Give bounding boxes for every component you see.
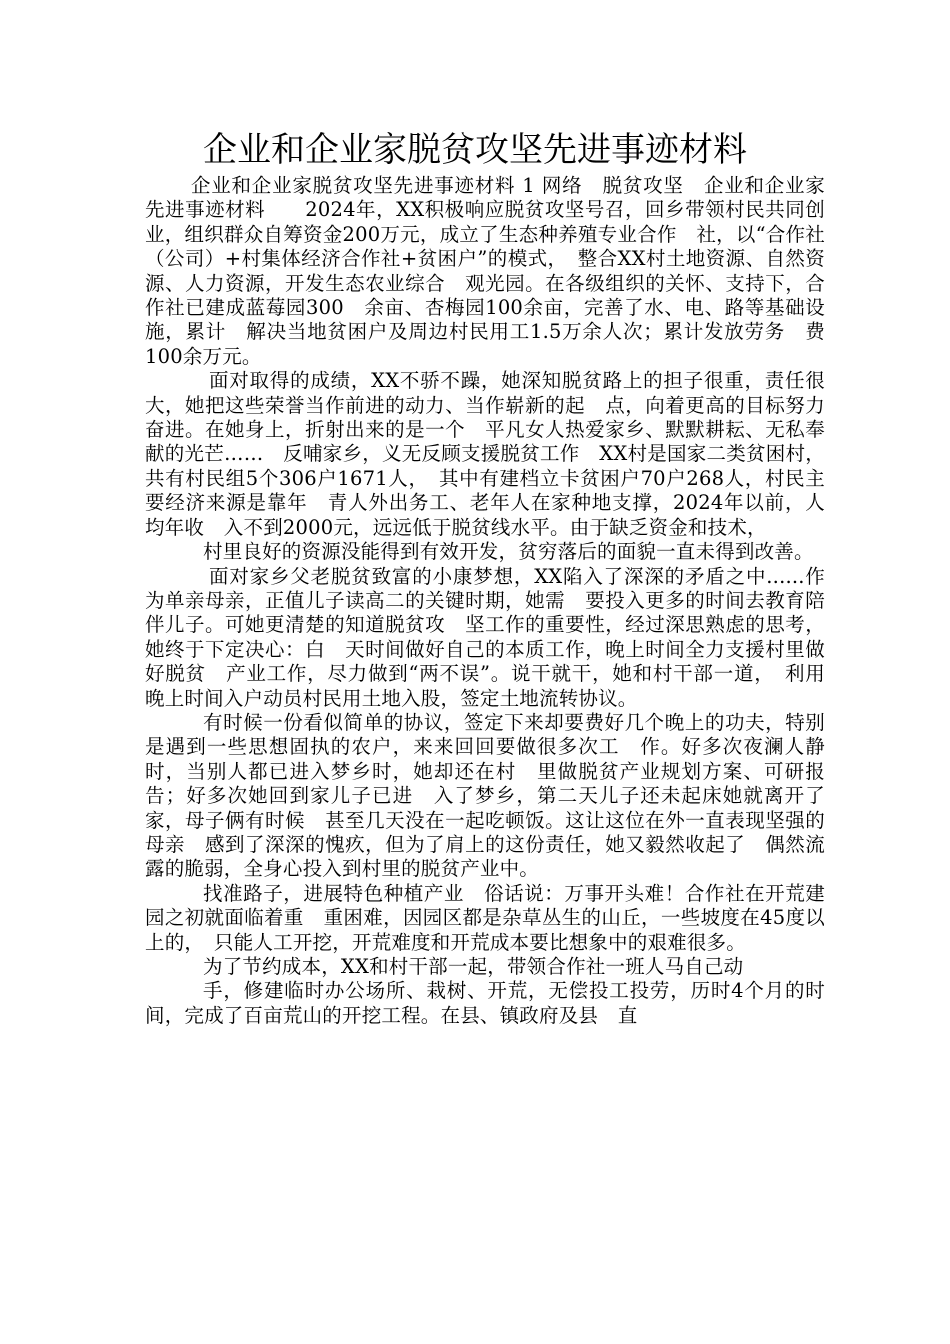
paragraph-construction: 手，修建临时办公场所、栽树、开荒，无偿投工投劳，历时4个月的时间，完成了百亩荒山的开挖工程。在县、镇政府及县 直 — [145, 979, 825, 1027]
paragraph-agreements: 有时候一份看似简单的协议，签定下来却要费好几个晚上的功夫，特别是遇到一些思想固执的农户，来来回回要做很多次工 作。好多次夜澜人静时，当别人都已进入梦乡时，她却还在村 里做脱贫产业规划方案、可研报告；好多次她回到家儿子已进 入了梦乡，第二天儿子还未起床她就离开了家，母子俩有时候 甚至几天没在一起吃顿饭。这让这位在外一直表现坚强的母亲 感到了深深的愧疚，但为了肩上的这份责任，她又毅然收起了 偶然流露的脆弱，全身心投入到村里的脱贫产业中。 — [145, 710, 825, 881]
document-body — [145, 174, 845, 1028]
paragraph-achievements: 面对取得的成绩，XX不骄不躁，她深知脱贫路上的担子很重，责任很大，她把这些荣誉当作前进的动力、当作崭新的起 点，向着更高的目标努力奋进。在她身上，折射出来的是一个 平凡女人热爱家乡、默默耕耘、无私奉献的光芒…… 反哺家乡，义无反顾支援脱贫工作 XX村是国家二类贫困村，共有村民组5个306户1671人， 其中有建档立卡贫困户70户268人，村民主要经济来源是靠年 青人外出务工、老年人在家种地支撑，2024年以前，人均年收 入不到2000元，远远低于脱贫线水平。由于缺乏资金和技术， — [145, 369, 825, 539]
document-title: 企业和企业家脱贫攻坚先进事迹材料 — [203, 130, 747, 170]
paragraph-planting-industry: 找准路子，进展特色种植产业 俗话说：万事开头难！合作社在开荒建园之初就面临着重 重困难，因园区都是杂草丛生的山丘，一些坡度在45度以上的， 只能人工开挖，开荒难度和开荒成本要比想象中的艰难很多。 — [145, 881, 825, 954]
paragraph-intro: 企业和企业家脱贫攻坚先进事迹材料 1 网络 脱贫攻坚 企业和企业家 先进事迹材料 2024年，XX积极响应脱贫攻坚号召，回乡带领村民共同创 业，组织群众自筹资金200万元，成立了生态种养殖专业合作 社，以“合作社（公司）+村集体经济合作社+贫困户”的模式， 整合XX村土地资源、自然资源、人力资源，开发生态农业综合 观光园。在各级组织的关怀、支持下，合作社已建成蓝莓园300 余亩、杏梅园100余亩，完善了水、电、路等基础设施，累计 解决当地贫困户及周边村民用工1.5万余人次；累计发放劳务 费100余万元。 — [145, 174, 845, 368]
paragraph-saving-costs: 为了节约成本，XX和村干部一起，带领合作社一班人马自己动 — [203, 955, 744, 978]
paragraph-village-resources: 村里良好的资源没能得到有效开发，贫穷落后的面貌一直未得到改善。 — [203, 540, 814, 564]
paragraph-dilemma: 面对家乡父老脱贫致富的小康梦想，XX陷入了深深的矛盾之中......作为单亲母亲，正值儿子读高二的关键时期，她需 要投入更多的时间去教育陪伴儿子。可她更清楚的知道脱贫攻 坚工作的重要性，经过深思熟虑的思考，她终于下定决心：白 天时间做好自己的本质工作，晚上时间全力支援村里做好脱贫 产业工作，尽力做到“两不误”。说干就干，她和村干部一道， 利用晚上时间入户动员村民用土地入股，签定土地流转协议。 — [145, 564, 825, 710]
